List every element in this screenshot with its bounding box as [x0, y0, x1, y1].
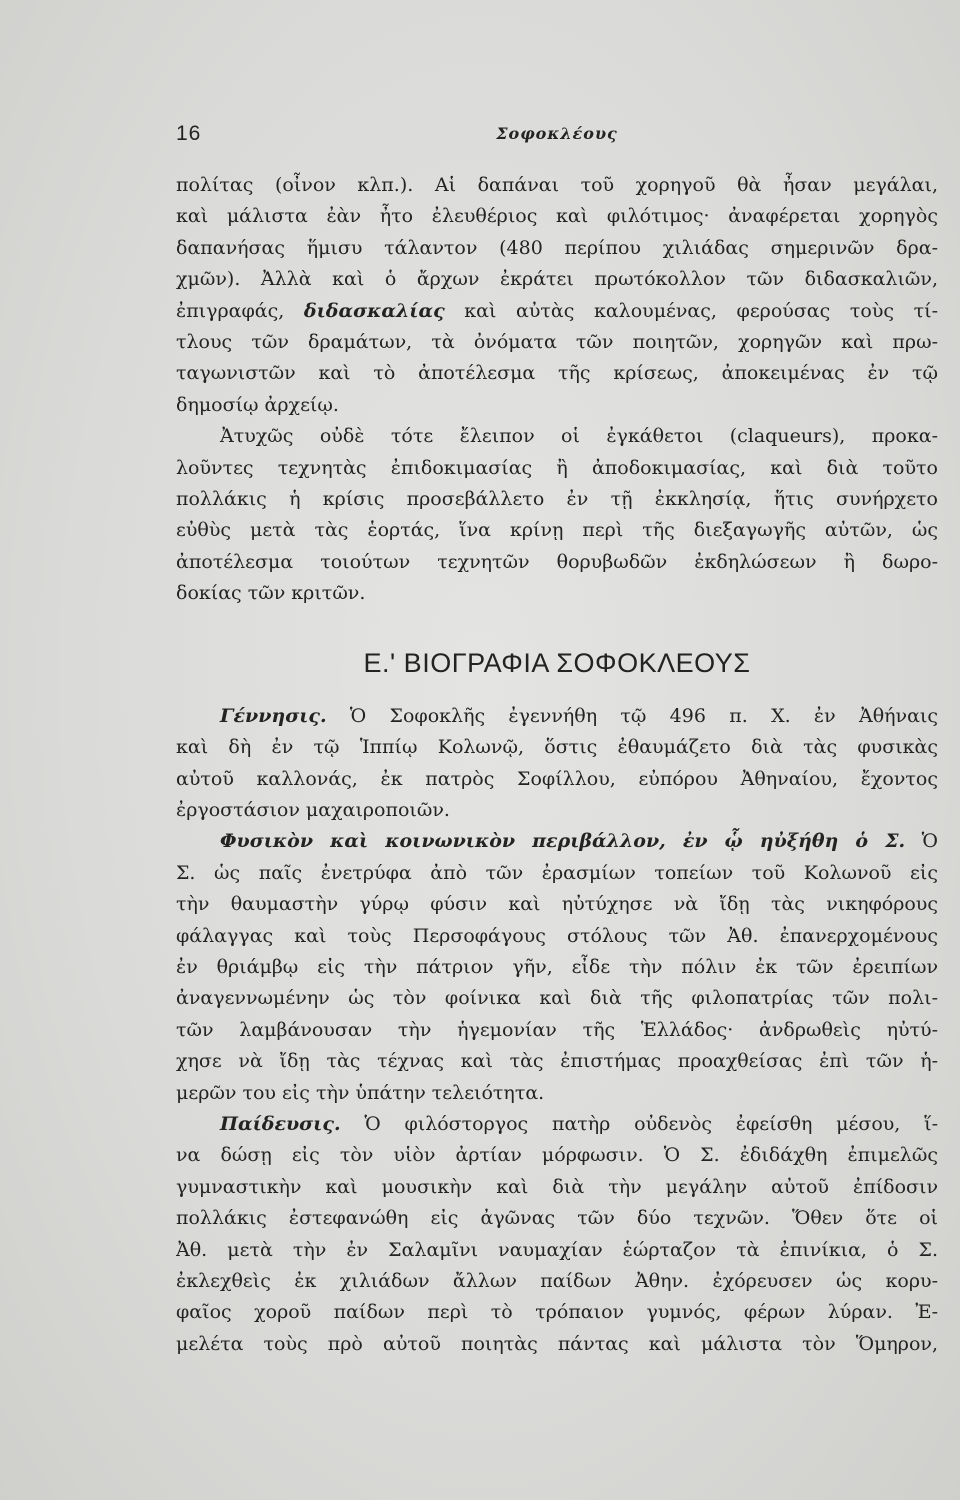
text-line: να δώσῃ εἰς τὸν υἱὸν ἀρτίαν μόρφωσιν. Ὁ Σ. ἐδιδάχθη ἐπιμελῶς: [176, 1144, 938, 1167]
text-line: δοκίας τῶν κριτῶν.: [176, 582, 366, 605]
paragraph-claqueurs: [176, 421, 938, 609]
text-line: εὐθὺς μετὰ τὰς ἑορτάς, ἵνα κρίνῃ περὶ τῆς διεξαγωγῆς αὐτῶν, ὡς: [176, 519, 938, 542]
page-header: [176, 122, 938, 152]
text-line: μερῶν του εἰς τὴν ὑπάτην τελειότητα.: [176, 1081, 545, 1104]
text-line: χμῶν). Ἀλλὰ καὶ ὁ ἄρχων ἐκράτει πρωτόκολλον τῶν διδασκαλιῶν,: [176, 268, 938, 291]
paragraph-education: [176, 1109, 938, 1360]
paragraph-birth: [176, 701, 938, 827]
section-title: Ε.' ΒΙΟΓΡΑΦΙΑ ΣΟΦΟΚΛΕΟΥΣ: [363, 647, 751, 678]
page-number: 16: [176, 122, 202, 145]
text-line: ἀποτέλεσμα τοιούτων τεχνητῶν θορυβωδῶν ἐκδηλώσεων ἢ δωρο-: [176, 550, 938, 573]
text-line: φαῖος χοροῦ παίδων περὶ τὸ τρόπαιον γυμνός, φέρων λύραν. Ἐ-: [176, 1301, 938, 1324]
term-didaskalias: διδασκαλίας: [303, 299, 445, 322]
subheading-environment: Φυσικὸν καὶ κοινωνικὸν περιβάλλον, ἐν ᾧ ηὐξήθη ὁ Σ.: [220, 830, 906, 853]
text-line: Σ. ὡς παῖς ἐνετρύφα ἀπὸ τῶν ἐρασμίων τοπείων τοῦ Κολωνοῦ εἰς: [176, 861, 938, 884]
text-line: πολλάκις ἡ κρίσις προσεβάλλετο ἐν τῇ ἐκκλησίᾳ, ἥτις συνήρχετο: [176, 488, 938, 511]
text-line: πολλάκις ἐστεφανώθη εἰς ἀγῶνας τῶν δύο τεχνῶν. Ὅθεν ὅτε οἱ: [176, 1207, 938, 1230]
text-line: ἐργοστάσιον μαχαιροποιῶν.: [176, 798, 450, 821]
text-line: μελέτα τοὺς πρὸ αὐτοῦ ποιητὰς πάντας καὶ μάλιστα τὸν Ὅμηρον,: [176, 1332, 938, 1355]
text-line: ἐπιγραφάς, διδασκαλίας καὶ αὐτὰς καλουμένας, φερούσας τοὺς τί-: [176, 299, 938, 322]
text-line: τῶν λαμβάνουσαν τὴν ἡγεμονίαν τῆς Ἑλλάδος· ἀνδρωθεὶς ηὐτύ-: [176, 1018, 938, 1041]
text-line: χησε νὰ ἴδῃ τὰς τέχνας καὶ τὰς ἐπιστήμας προαχθείσας ἐπὶ τῶν ἡ-: [176, 1050, 938, 1073]
text-line: Ἀτυχῶς οὐδὲ τότε ἔλειπον οἱ ἐγκάθετοι (claqueurs), προκα-: [220, 425, 938, 448]
text-line: τὴν θαυμαστὴν γύρῳ φύσιν καὶ ηὐτύχησε νὰ ἴδῃ τὰς νικηφόρους: [176, 893, 938, 916]
paragraph-dramatic-records: [176, 170, 938, 421]
text-line: λοῦντες τεχνητὰς ἐπιδοκιμασίας ἢ ἀποδοκιμασίας, καὶ διὰ τοῦτο: [176, 456, 938, 479]
text-line: ἀναγεννωμένην ὡς τὸν φοίνικα καὶ διὰ τῆς φιλοπατρίας τῶν πολι-: [176, 987, 938, 1010]
subheading-birth: Γέννησις.: [220, 704, 327, 727]
text-line: Γέννησις. Ὁ Σοφοκλῆς ἐγεννήθη τῷ 496 π. Χ. ἐν Ἀθήναις: [220, 704, 938, 727]
body-text: [176, 170, 938, 1360]
text-line: πολίτας (οἶνον κλπ.). Αἱ δαπάναι τοῦ χορηγοῦ θὰ ἦσαν μεγάλαι,: [176, 174, 938, 196]
text-line: Φυσικὸν καὶ κοινωνικὸν περιβάλλον, ἐν ᾧ ηὐξήθη ὁ Σ. Ὁ: [220, 830, 938, 853]
text-line: ἐκλεχθεὶς ἐκ χιλιάδων ἄλλων παίδων Ἀθην. ἐχόρευσεν ὡς κορυ-: [176, 1270, 938, 1292]
text-line: τλους τῶν δραμάτων, τὰ ὀνόματα τῶν ποιητῶν, χορηγῶν καὶ πρω-: [176, 331, 938, 354]
subheading-education: Παίδευσις.: [220, 1112, 341, 1135]
text-line: ταγωνιστῶν καὶ τὸ ἀποτέλεσμα τῆς κρίσεως, ἀποκειμένας ἐν τῷ: [176, 362, 938, 385]
text-line: αὐτοῦ καλλονάς, ἐκ πατρὸς Σοφίλλου, εὐπόρου Ἀθηναίου, ἔχοντος: [176, 767, 938, 790]
text-line: Ἀθ. μετὰ τὴν ἐν Σαλαμῖνι ναυμαχίαν ἑώρταζον τὰ ἐπινίκια, ὁ Σ.: [176, 1238, 938, 1261]
text-line: ἐν θριάμβῳ εἰς τὴν πάτριον γῆν, εἶδε τὴν πόλιν ἐκ τῶν ἐρειπίων: [176, 955, 938, 978]
text-line: γυμναστικὴν καὶ μουσικὴν καὶ διὰ τὴν μεγάλην αὐτοῦ ἐπίδοσιν: [176, 1175, 938, 1198]
text-line: δημοσίῳ ἀρχείῳ.: [176, 393, 339, 416]
text-line: φάλαγγας καὶ τοὺς Περσοφάγους στόλους τῶν Ἀθ. ἐπανερχομένους: [176, 924, 938, 947]
text-line: καὶ μάλιστα ἐὰν ἦτο ἐλευθέριος καὶ φιλότιμος· ἀναφέρεται χορηγὸς: [176, 205, 938, 228]
running-title: Σοφοκλέους: [496, 124, 618, 143]
text-line: Παίδευσις. Ὁ φιλόστοργος πατὴρ οὐδενὸς ἐφείσθη μέσου, ἵ-: [220, 1112, 938, 1135]
paragraph-environment: [176, 826, 938, 1109]
text-line: καὶ δὴ ἐν τῷ Ἱππίῳ Κολωνῷ, ὅστις ἐθαυμάζετο διὰ τὰς φυσικὰς: [176, 736, 938, 759]
text-line: δαπανήσας ἥμισυ τάλαντον (480 περίπου χιλιάδας σημερινῶν δρα-: [176, 236, 938, 259]
